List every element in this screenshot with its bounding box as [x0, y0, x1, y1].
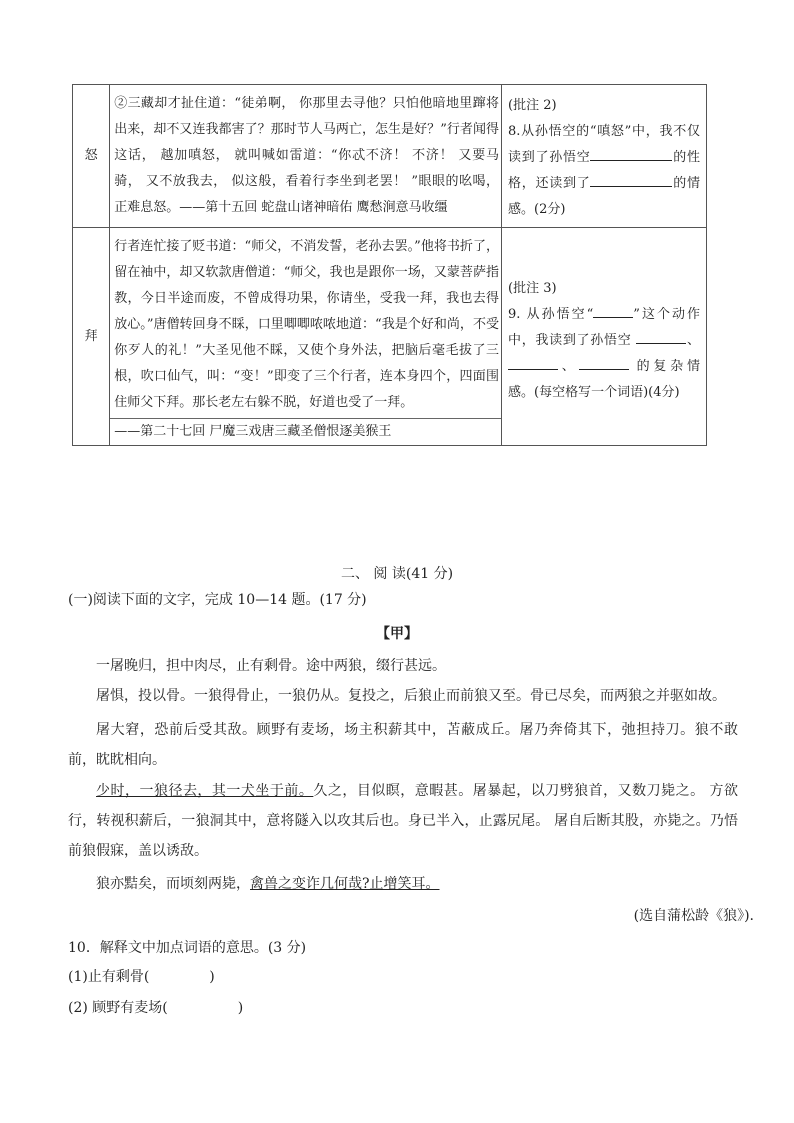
row-key-anger: 怒	[73, 85, 110, 228]
para-3: 屠大窘，恐前后受其敌。顾野有麦场，场主积薪其中，苫蔽成丘。屠乃奔倚其下，弛担持刀。狼不敢前，眈眈相向。	[68, 722, 738, 768]
question-9	[508, 302, 700, 406]
sep-2: 、	[558, 359, 579, 374]
inner-divider	[110, 418, 501, 419]
para-4-rest: 久之，目似瞑，意暇甚。屠暴起，以刀劈狼首，又数刀毙之。 方欲行，转视积薪后，一狼洞其中，意将隧入以攻其后也。身已半入，止露尻尾。 屠自后断其股，亦毙之。乃悟前狼假寐，盖以诱敌。	[68, 783, 739, 859]
question-9-end: 的复杂情感。(每空格写一个词语)(4分)	[508, 359, 700, 400]
answer-blank-8b[interactable]	[590, 172, 672, 187]
answer-blank-10b[interactable]	[168, 998, 238, 1012]
para-4	[68, 776, 738, 866]
question-8-text: 8.从孙悟空的“嗔怒”中，我不仅读到了孙悟空	[508, 124, 700, 165]
table-row-bow	[73, 228, 707, 446]
passage-subtitle: 【甲】	[376, 626, 418, 642]
note-tag-2: (批注 2)	[508, 98, 557, 113]
section-title: 二、 阅 读(41 分)	[340, 566, 454, 582]
q10-item-2-close: )	[237, 1000, 244, 1016]
question-9-text-a: 9. 从孙悟空“	[508, 307, 594, 322]
passage-bow-source: ——第二十七回 尸魔三戏唐三藏圣僧恨逐美猴王	[114, 424, 392, 439]
answer-blank-9c[interactable]	[508, 355, 558, 370]
reading-notes-table	[72, 84, 707, 446]
question-10-item-2	[68, 998, 243, 1018]
passage-bow: 行者连忙接了贬书道：“师父，不消发誓，老孙去罢。”他将书折了，留在袖中，却又软款唐僧道：“师父，我也是跟你一场，又蒙菩萨指教，今日半途而废，不曾成得功果，你请坐，受我一拜，我也去得放心。”唐僧转回身不睬，口里唧唧哝哝地道：“我是个好和尚，不受你歹人的礼！”大圣见他不睬，又使个身外法，把脑后毫毛拔了三根，吹口仙气，叫：“变！”即变了三个行者，连本身四个，四面围住师父下拜。那长老左右躲不脱，好道也受了一拜。	[114, 239, 499, 410]
para-4-underlined: 少时，一狼径去，其一犬坐于前。	[96, 783, 314, 799]
answer-blank-9b[interactable]	[636, 329, 686, 344]
reading-intro: (一)阅读下面的文字，完成 10—14 题。(17 分)	[68, 592, 367, 608]
note-tag-3: (批注 3)	[508, 281, 557, 296]
q10-item-2-text: (2) 顾野有麦场(	[68, 1000, 168, 1016]
passage-anger: ②三藏却才扯住道：“徒弟啊， 你那里去寻他？只怕他暗地里蹿将出来，却不又连我都害了？那时节人马两亡，怎生是好？”行者闻得这话， 越加嗔怒， 就叫喊如雷道：“你忒不济！ 不济！ 又要马骑， 又不放我去， 似这般，看着行李坐到老罢！ ”眼眼的吆喝， 正难息怒。——第十五回 蛇盘山诸神暗佑 鹰愁涧意马收缰	[110, 85, 502, 228]
para-1: 一屠晚归，担中肉尽，止有剩骨。途中两狼，缀行甚远。	[96, 658, 446, 674]
row-key-bow: 拜	[73, 228, 110, 446]
passage-bow-cell	[110, 228, 502, 446]
para-5	[96, 874, 736, 894]
answer-blank-9a[interactable]	[593, 303, 633, 318]
question-8-end: 的情感。(2分)	[508, 176, 700, 217]
note-cell-3	[502, 228, 707, 446]
answer-blank-10a[interactable]	[149, 967, 209, 981]
q10-item-1-close: )	[209, 969, 215, 985]
para-5-plain: 狼亦黠矣，而顷刻两毙，	[96, 876, 250, 892]
answer-blank-8a[interactable]	[590, 146, 672, 161]
table-row-anger	[73, 85, 707, 228]
question-10-title: 10．解释文中加点词语的意思。(3 分)	[68, 940, 307, 956]
question-8	[508, 119, 700, 223]
sep-1: 、	[686, 333, 700, 348]
question-10-item-1	[68, 967, 215, 987]
q10-item-1-text: (1)止有剩骨(	[68, 969, 150, 985]
para-5-underlined: 禽兽之变诈几何哉?止增笑耳。	[250, 876, 440, 892]
note-cell-2	[502, 85, 707, 228]
answer-blank-9d[interactable]	[579, 355, 629, 370]
para-2: 屠惧，投以骨。一狼得骨止，一狼仍从。复投之，后狼止而前狼又至。骨已尽矣，而两狼之并驱如故。	[96, 688, 726, 704]
passage-source: (选自蒲松龄《狼》).	[633, 908, 754, 924]
question-8-mid: 的性格，还读到了	[508, 150, 700, 191]
question-9-text-b: ”这个动作中，我读到了孙悟空	[508, 307, 700, 348]
